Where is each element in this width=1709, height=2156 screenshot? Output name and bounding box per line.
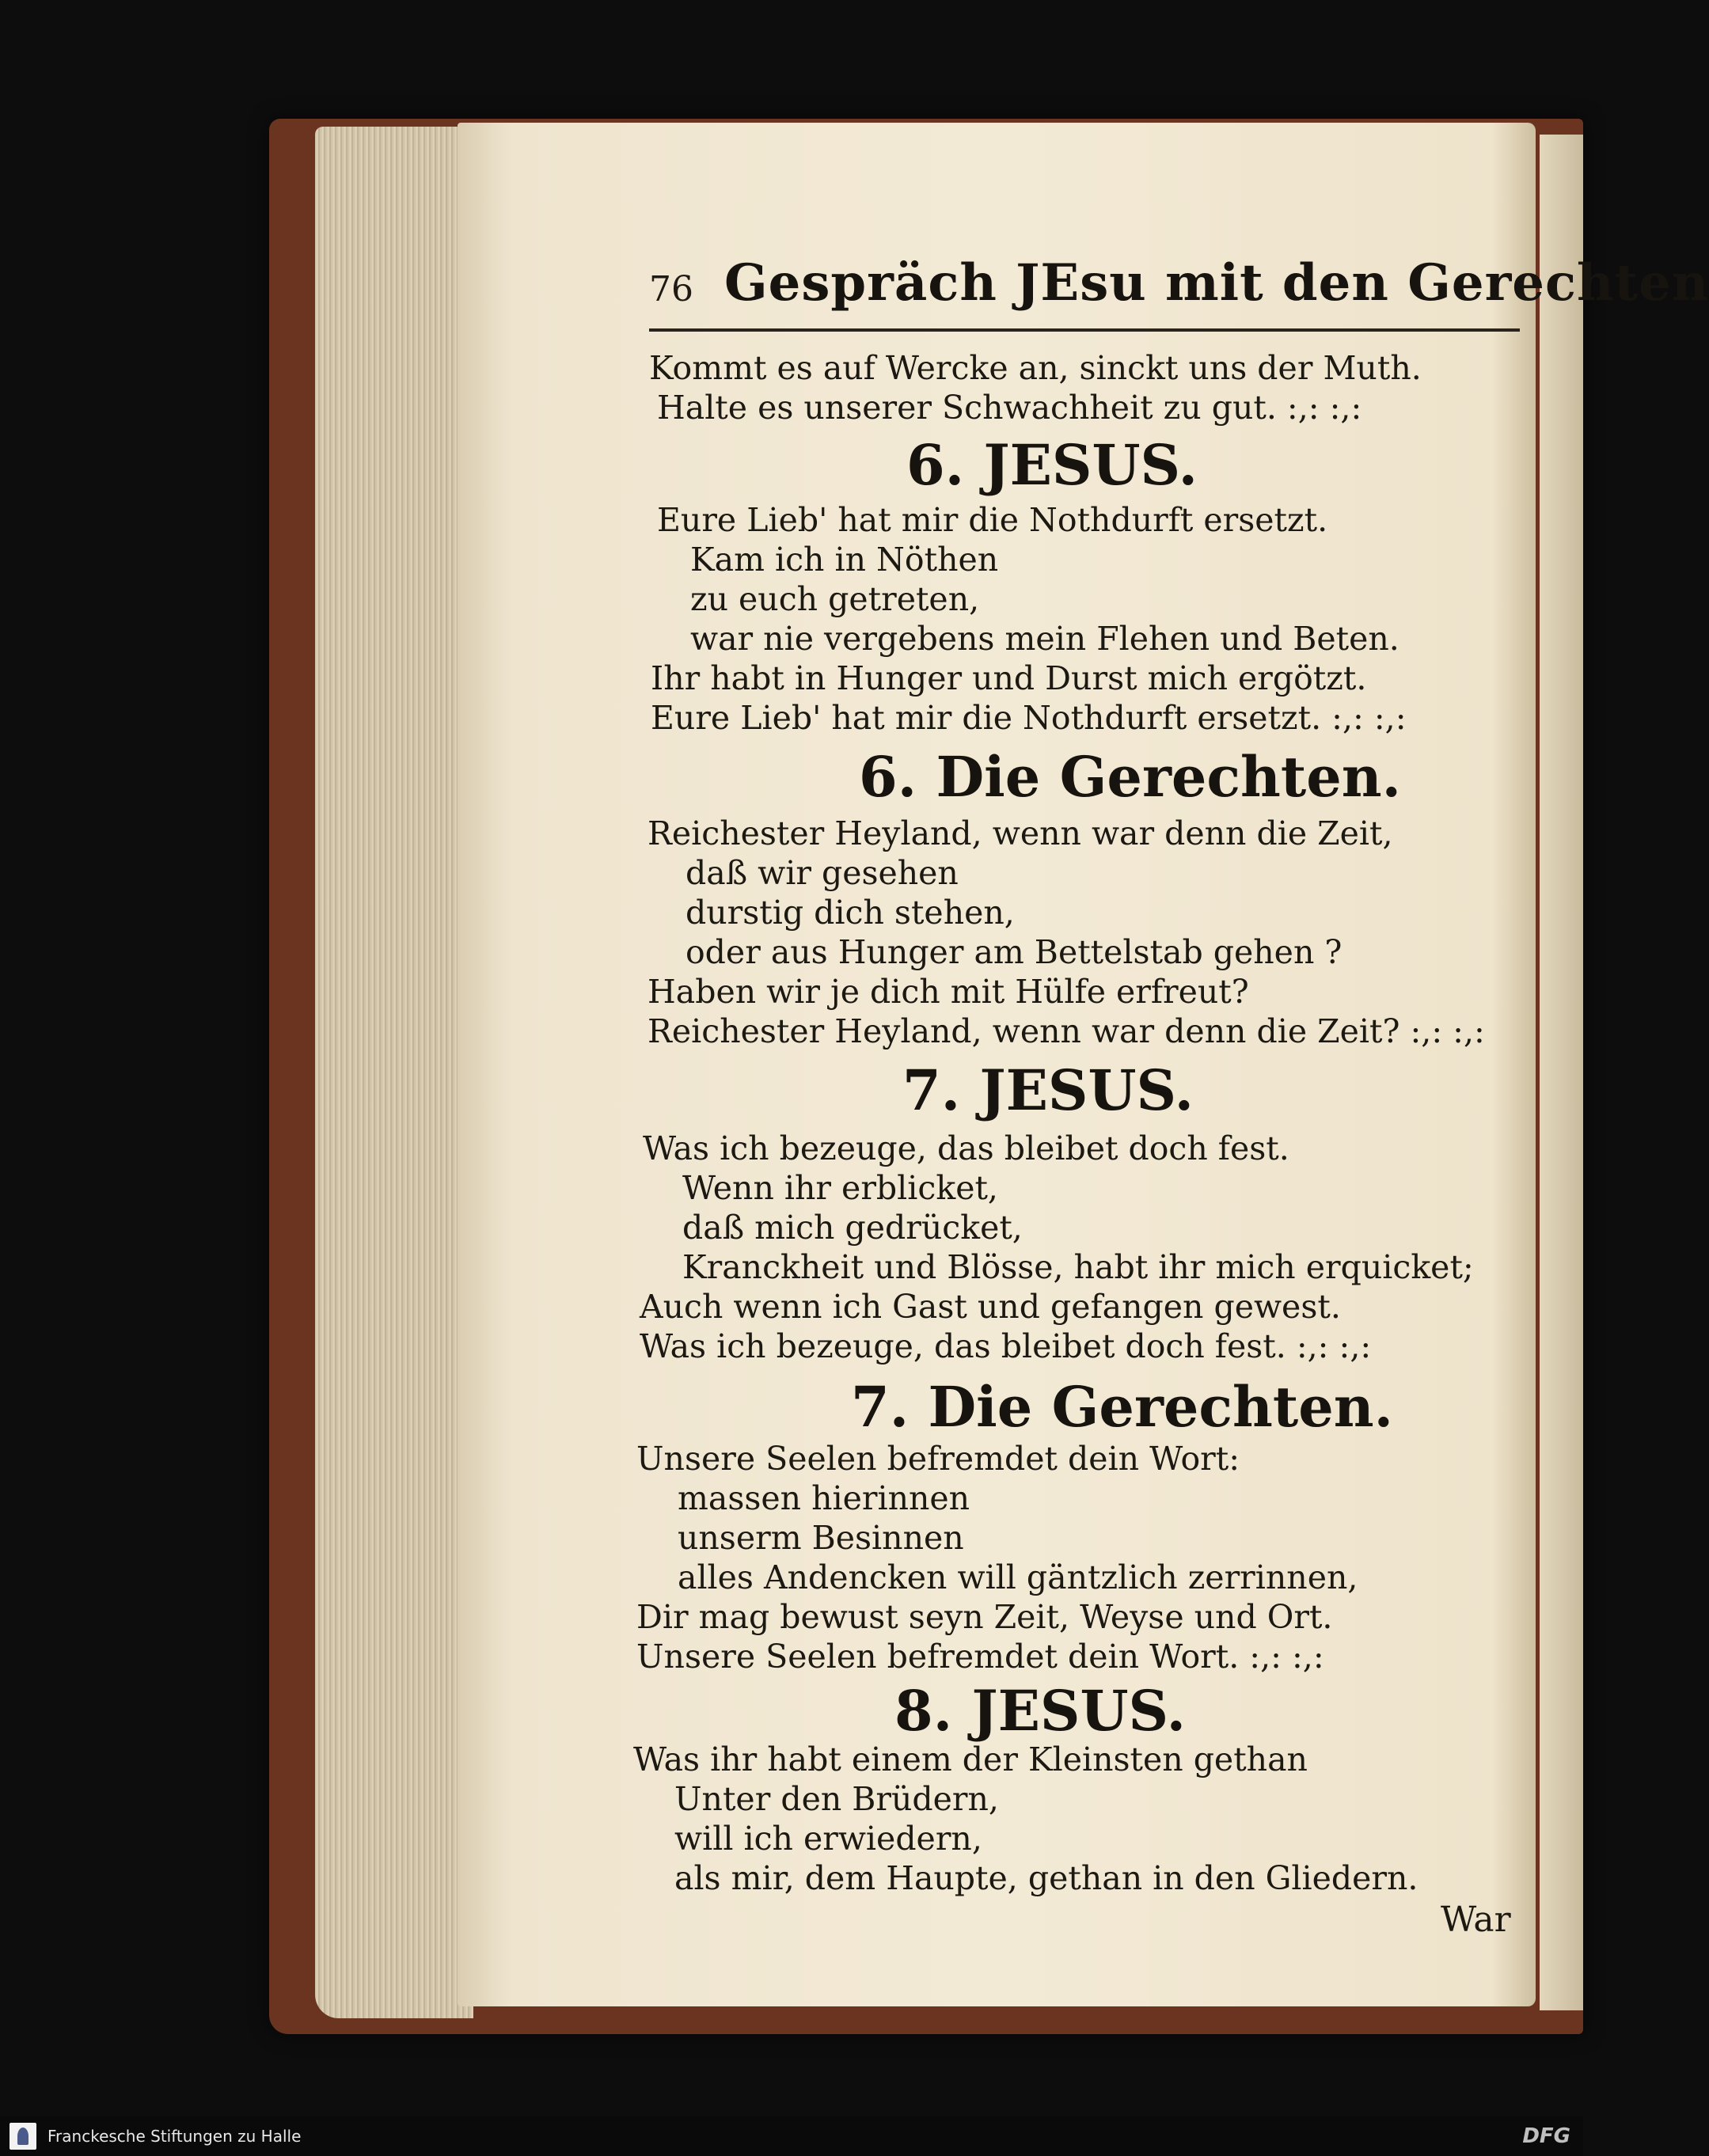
verse-line: Ihr habt in Hunger und Durst mich ergötzt. xyxy=(651,659,1367,697)
verse-line: Was ich bezeuge, das bleibet doch fest. xyxy=(643,1129,1289,1167)
next-page-edge xyxy=(1540,135,1583,2010)
verse-line: Was ich bezeuge, das bleibet doch fest. :,: :,: xyxy=(640,1327,1372,1365)
section-heading: 6. Die Gerechten. xyxy=(859,744,1402,810)
verse-line: Dir mag bewust seyn Zeit, Weyse und Ort. xyxy=(636,1598,1333,1636)
verse-line: war nie vergebens mein Flehen und Beten. xyxy=(690,620,1399,658)
verse-line: Auch wenn ich Gast und gefangen gewest. xyxy=(640,1288,1341,1326)
verse-line: Reichester Heyland, wenn war denn die Zeit, xyxy=(648,814,1393,852)
verse-line: oder aus Hunger am Bettelstab gehen ? xyxy=(685,933,1343,971)
section-heading: 7. JESUS. xyxy=(902,1057,1194,1123)
verse-line: Unsere Seelen befremdet dein Wort: xyxy=(636,1440,1240,1478)
verse-line: als mir, dem Haupte, gethan in den Gliedern. xyxy=(674,1859,1418,1897)
verse-line: Was ihr habt einem der Kleinsten gethan xyxy=(633,1740,1308,1778)
dfg-logo: DFG xyxy=(1522,2124,1570,2148)
running-title: Gespräch JEsu mit den Gerechten xyxy=(724,253,1709,313)
page-number: 76 xyxy=(649,269,693,309)
verse-line: Wenn ihr erblicket, xyxy=(682,1169,998,1207)
verse-line: zu euch getreten, xyxy=(690,580,980,618)
verse-line: Halte es unserer Schwachheit zu gut. :,: :,: xyxy=(657,389,1362,427)
viewer-footer xyxy=(0,2116,1583,2156)
section-heading: 6. JESUS. xyxy=(906,432,1198,498)
verse-line: alles Andencken will gäntzlich zerrinnen, xyxy=(678,1558,1358,1596)
verse-line: Kam ich in Nöthen xyxy=(690,541,999,579)
verse-line: will ich erwiedern, xyxy=(674,1820,982,1858)
verse-line: Reichester Heyland, wenn war denn die Zeit? :,: :,: xyxy=(648,1012,1485,1050)
verse-line: Eure Lieb' hat mir die Nothdurft ersetzt. xyxy=(657,501,1328,539)
section-heading: 7. Die Gerechten. xyxy=(851,1374,1394,1440)
verse-line: Eure Lieb' hat mir die Nothdurft ersetzt. :,: :,: xyxy=(651,699,1407,737)
page-header xyxy=(649,253,1709,325)
verse-line: massen hierinnen xyxy=(678,1479,970,1517)
institution-logo-icon xyxy=(9,2123,36,2150)
section-heading: 8. JESUS. xyxy=(894,1678,1186,1744)
page-edges xyxy=(315,127,473,2018)
header-rule xyxy=(649,328,1520,332)
verse-line: Haben wir je dich mit Hülfe erfreut? xyxy=(648,973,1249,1011)
institution-name: Franckesche Stiftungen zu Halle xyxy=(47,2127,302,2146)
verse-line: Kranckheit und Blösse, habt ihr mich erquicket; xyxy=(682,1248,1474,1286)
verse-line: daß mich gedrücket, xyxy=(682,1209,1023,1247)
verse-line: durstig dich stehen, xyxy=(685,894,1015,932)
verse-line: Unter den Brüdern, xyxy=(674,1780,999,1818)
verse-line: Unsere Seelen befremdet dein Wort. :,: :,: xyxy=(636,1638,1324,1676)
verse-line: Kommt es auf Wercke an, sinckt uns der Muth. xyxy=(649,349,1422,387)
verse-line: daß wir gesehen xyxy=(685,854,959,892)
verse-line: unserm Besinnen xyxy=(678,1519,964,1557)
catchword: War xyxy=(1441,1900,1511,1940)
